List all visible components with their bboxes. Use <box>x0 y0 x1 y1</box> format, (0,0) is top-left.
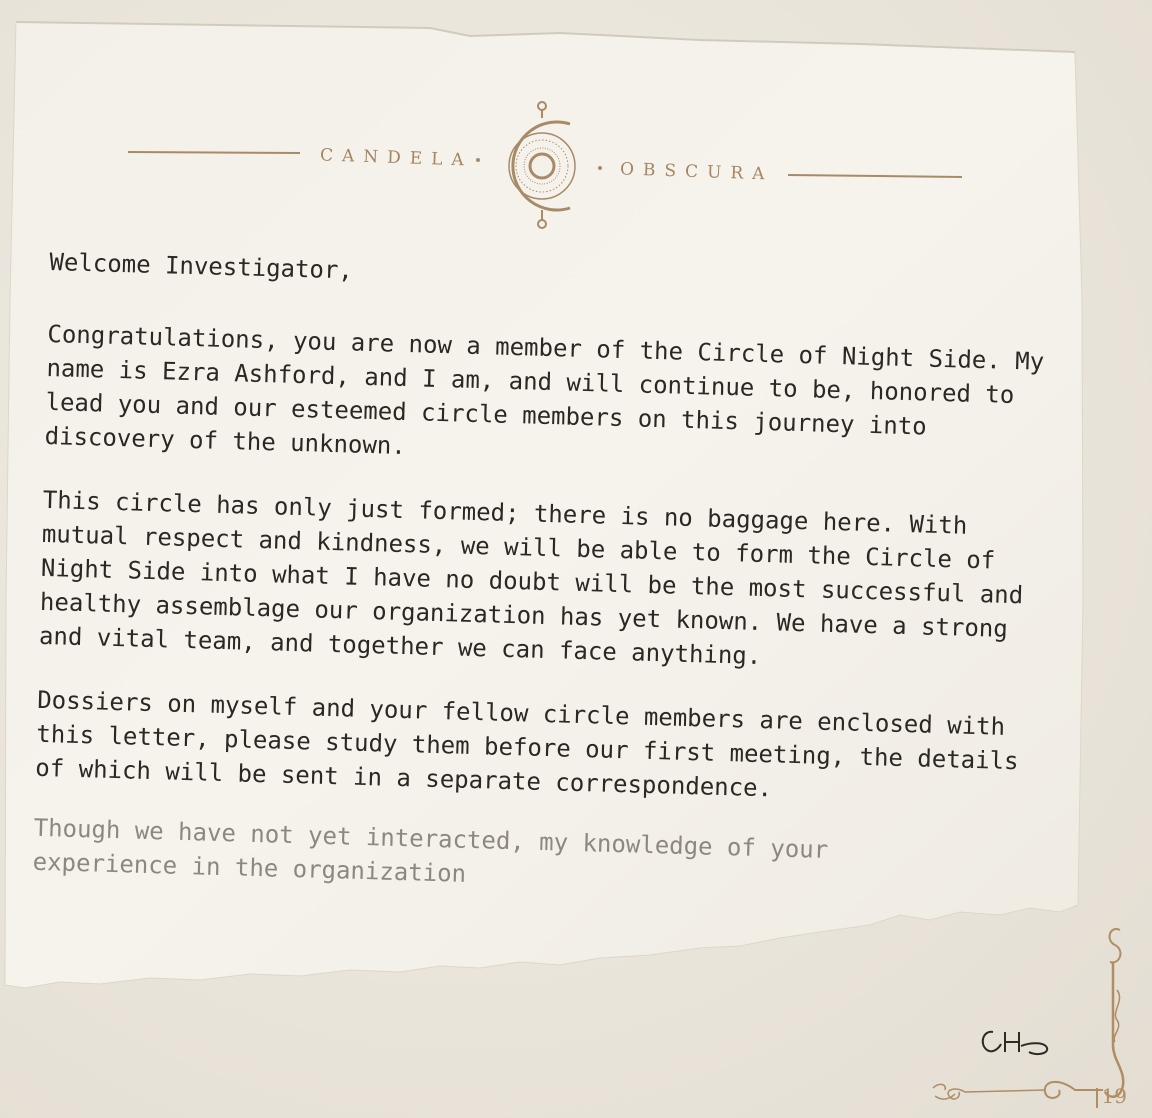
letter-greeting: Welcome Investigator, <box>49 247 354 285</box>
letter-paragraph: Dossiers on myself and your fellow circle members are enclosed with this letter, please study them before our first meeting, the details of which will be sent in a separate correspondence. <box>35 685 1019 803</box>
letter-paragraph: This circle has only just formed; there is no baggage here. With mutual respect and kindness, we will be able to form the Circle of Night Side into what I have no doubt will be the most successful and healthy assemblage our organization has yet known. We have a strong and vital team, and together we can face anything. <box>38 485 1024 671</box>
candela-obscura-logo-icon <box>490 96 600 236</box>
letter-body <box>31 245 1049 937</box>
page-number: 19 <box>1101 1084 1127 1108</box>
logo-text-left: CANDELA <box>319 145 474 171</box>
logo-text-right: OBSCURA <box>619 159 774 185</box>
letter-paragraph: Congratulations, you are now a member of the Circle of Night Side. My name is Ezra Ashford, and I am, and will continue to be, honored to lead you and our esteemed circle members on this journey into discovery of the unknown. <box>44 319 1045 461</box>
letter-faded-paragraph: Though we have not yet interacted, my knowledge of your experience in the organization <box>32 813 829 888</box>
